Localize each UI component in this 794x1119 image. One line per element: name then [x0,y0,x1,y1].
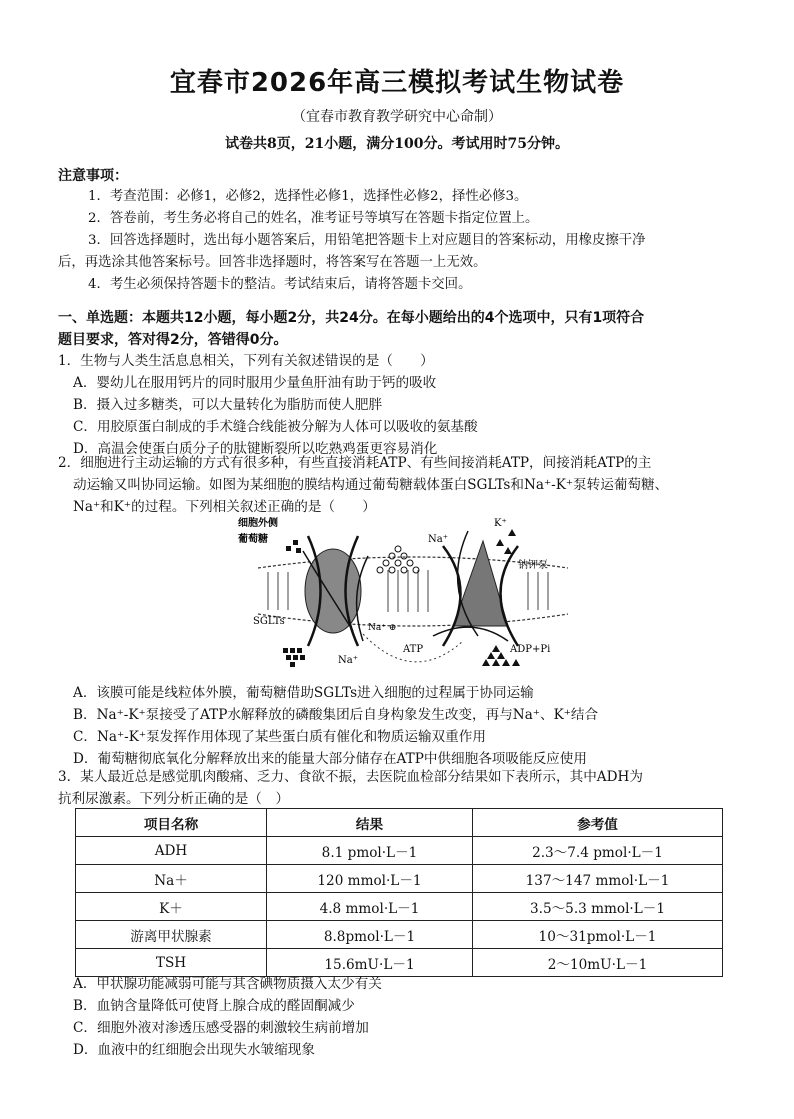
table-cell: 2～10mU·L－1 [473,949,723,977]
label-na-bottom: Na⁺ [338,655,358,666]
label-glucose: 葡萄糖 [238,534,268,545]
option-d: D．血液中的红细胞会出现失水皱缩现象 [73,1042,315,1058]
question-stem: 动运输又叫协同运输。如图为某细胞的膜结构通过葡萄糖载体蛋白SGLTs和Na⁺-K⁺泵转运葡萄糖、 [73,477,669,493]
na-ions [377,546,419,573]
label-na-top: Na⁺ [428,534,448,545]
exam-info: 试卷共8页，21小题，满分100分。考试用时75分钟。 [225,136,569,152]
notice-item: 1．考查范围：必修1，必修2，选择性必修1，选择性必修2，择性必修3。 [88,189,528,204]
question-2 [58,452,748,518]
option-c: C．Na⁺-K⁺泵发挥作用体现了某些蛋白质有催化和物质运输双重作用 [73,729,486,745]
option-b: B．Na⁺-K⁺泵接受了ATP水解释放的磷酸集团后自身构象发生改变，再与Na⁺、K⁺结合 [73,707,599,723]
table-cell: 2.3～7.4 pmol·L－1 [473,837,723,865]
question-stem: Na⁺和K⁺的过程。下列相关叙述正确的是（ ） [73,499,376,515]
option-d: D．高温会使蛋白质分子的肽键断裂所以吃熟鸡蛋更容易消化 [73,441,438,457]
blood-test-table [75,808,723,977]
label-na-mid: Na⁺ ⊕ [368,623,397,633]
sglt-protein [305,549,361,633]
label-adp: ADP+Pi [510,644,551,655]
na-k-pump [453,541,508,626]
question-stem: 1．生物与人类生活息息相关，下列有关叙述错误的是（ ） [58,353,434,369]
section-heading-line: 题目要求，答对得2分，答错得0分。 [58,332,288,348]
question-3 [58,766,748,810]
table-cell: TSH [76,949,267,977]
option-c: C．细胞外液对渗透压感受器的刺激较生病前增加 [73,1020,369,1036]
table-row [76,893,723,921]
notice-item: 后，再选涂其他答案标号。回答非选择题时，将答案写在答题一上无效。 [58,255,487,270]
label-atp: ATP [403,644,424,655]
notice-item: 2．答卷前，考生务必将自己的姓名，准考证号等填写在答题卡指定位置上。 [88,211,539,226]
option-a: A．该膜可能是线粒体外膜，葡萄糖借助SGLTs进入细胞的过程属于协同运输 [73,685,534,701]
question-stem: 抗利尿激素。下列分析正确的是（ ） [58,791,290,807]
option-b: B．血钠含量降低可使肾上腺合成的醛固酮减少 [73,998,355,1014]
table-cell: 3.5～5.3 mmol·L－1 [473,893,723,921]
option-b: B．摄入过多糖类，可以大量转化为脂肪而使人肥胖 [73,397,383,413]
question-1 [58,350,748,460]
exam-title: 宜春市2026年高三模拟考试生物试卷 [169,68,625,98]
table-cell: 120 mmol·L－1 [267,865,473,893]
notice-item: 4．考生必须保持答题卡的整洁。考试结束后，请将答题卡交回。 [88,277,472,292]
section-heading [58,307,748,351]
label-pump: 钠钾泵 [518,560,548,571]
exam-subtitle: （宜春市教育教学研究中心命制） [292,109,502,125]
option-c: C．用胶原蛋白制成的手术缝合线能被分解为人体可以吸收的氨基酸 [73,419,478,435]
table-row [76,865,723,893]
label-sglts: SGLTs [253,616,285,627]
table-header-row [76,809,723,837]
table-cell: K＋ [76,893,267,921]
question-stem: 2．细胞进行主动运输的方式有很多种，有些直接消耗ATP、有些间接消耗ATP，间接消耗ATP的主 [58,455,652,471]
membrane-transport-diagram [238,516,588,681]
table-header: 项目名称 [76,809,267,837]
table-header: 结果 [267,809,473,837]
option-a: A．甲状腺功能减弱可能与其含碘物质摄入太少有关 [73,976,382,992]
table-cell: 8.1 pmol·L－1 [267,837,473,865]
question-2-options [58,682,748,770]
option-a: A．婴幼儿在服用钙片的同时服用少量鱼肝油有助于钙的吸收 [73,375,437,391]
table-cell: 4.8 mmol·L－1 [267,893,473,921]
table-row [76,837,723,865]
table-cell: ADH [76,837,267,865]
table-cell: 137～147 mmol·L－1 [473,865,723,893]
option-d: D．葡萄糖彻底氧化分解释放出来的能量大部分储存在ATP中供细胞各项吸能反应使用 [73,751,587,767]
table-cell: 10～31pmol·L－1 [473,921,723,949]
notice-item: 3．回答选择题时，选出每小题答案后，用铅笔把答题卡上对应题目的答案标动，用橡皮擦干净 [88,233,646,248]
label-k: K⁺ [494,518,507,529]
label-outside: 细胞外侧 [238,518,278,529]
table-cell: 8.8pmol·L－1 [267,921,473,949]
table-cell: 游离甲状腺素 [76,921,267,949]
question-3-options [58,973,748,1061]
question-stem: 3．某人最近总是感觉肌肉酸痛、乏力、食欲不振，去医院血检部分结果如下表所示，其中ADH为 [58,769,643,785]
table-row [76,921,723,949]
glucose-molecules [283,540,305,667]
section-heading-line: 一、单选题：本题共12小题，每小题2分，共24分。在每小题给出的4个选项中，只有1项符合 [58,310,645,326]
notice-list [58,186,748,296]
table-header: 参考值 [473,809,723,837]
table-cell: Na＋ [76,865,267,893]
table-cell: 15.6mU·L－1 [267,949,473,977]
notice-heading: 注意事项： [58,168,128,184]
